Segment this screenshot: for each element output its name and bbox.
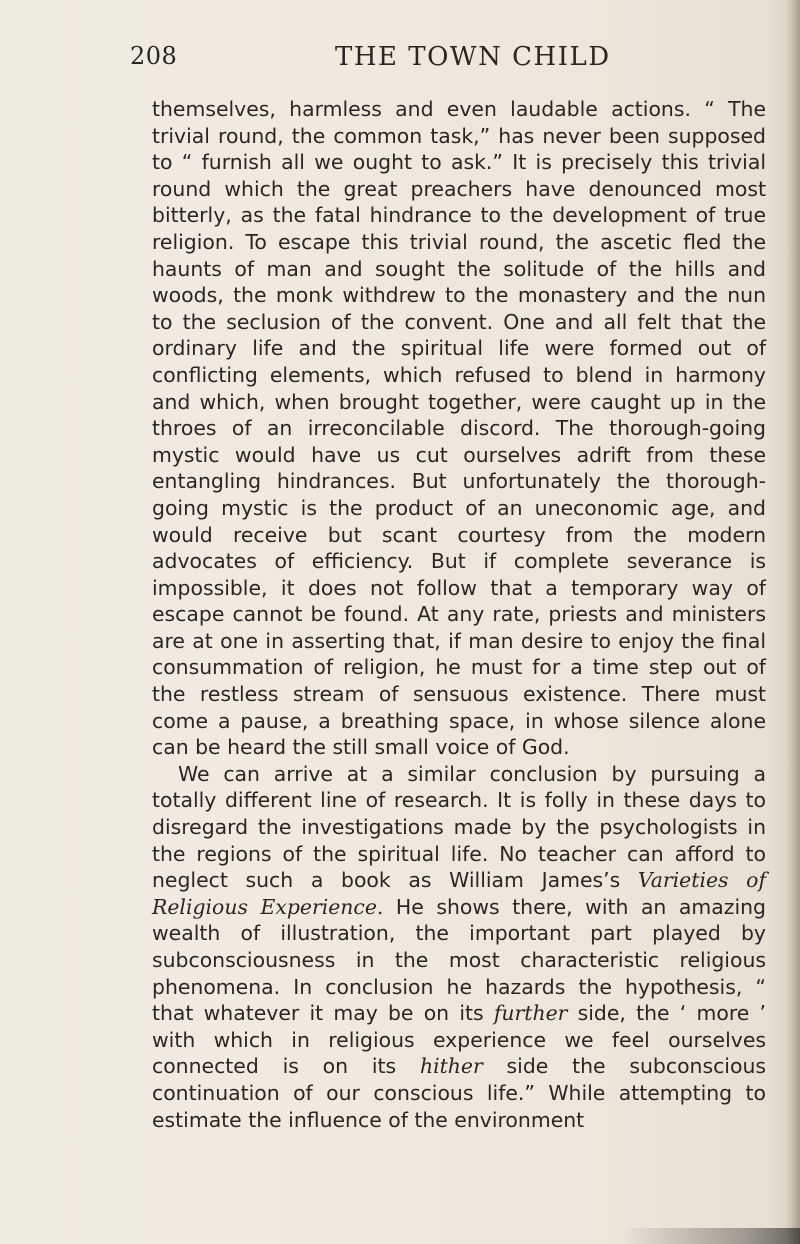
paragraph xyxy=(152,761,766,1133)
body-text xyxy=(152,96,766,1133)
running-head xyxy=(130,42,770,74)
page-number: 208 xyxy=(130,42,178,70)
emphasis-text: hither xyxy=(419,1054,483,1079)
paragraph: themselves, harmless and even laudable actions. “ The trivial round, the common task,” has never been supposed to “ furnish all we ought to ask.” It is precisely this trivial round which the great preachers have denounced most bitterly, as the fatal hindrance to the development of true religion. To escape this trivial round, the ascetic fled the haunts of man and sought the solitude of the hills and woods, the monk withdrew to the monastery and the nun to the seclusion of the convent. One and all felt that the ordinary life and the spiritual life were formed out of conflicting elements, which refused to blend in harmony and which, when brought together, were caught up in the throes of an irreconcilable discord. The thorough-going mystic would have us cut ourselves adrift from these entangling hindrances. But unfortunately the thorough-going mystic is the product of an uneconomic age, and would receive but scant courtesy from the modern advocates of efficiency. But if complete severance is impossible, it does not follow that a temporary way of escape cannot be found. At any rate, priests and ministers are at one in asserting that, if man desire to enjoy the final consummation of religion, he must for a time step out of the restless stream of sensuous existence. There must come a pause, a breathing space, in whose silence alone can be heard the still small voice of God. xyxy=(152,97,766,760)
running-title: THE TOWN CHILD xyxy=(335,42,611,72)
paragraph-text: side the subconscious continuation of our conscious life.” While attempting to estimate the influence of the environment xyxy=(152,1054,766,1132)
paragraph-text: We can arrive at a similar conclusion by pursuing a totally different line of research. It is folly in these days to disregard the investigations made by the psychologists in the regions of the spiritual life. No teacher can afford to neglect such a book as William James’s xyxy=(152,761,766,893)
paragraph-text: side, the ‘ more ’ with which in religious experience we feel ourselves connected is on its xyxy=(152,1001,766,1079)
paragraph-text: He shows there, with an amazing wealth of illustration, the important part played by subconsciousness in the most characteristic religious phenomena. In conclusion he hazards the hypothesis, “ that whatever it may be on its xyxy=(152,894,766,1026)
page-corner-shadow xyxy=(620,1228,800,1244)
page-edge-shadow xyxy=(786,0,800,1244)
emphasis-text: further xyxy=(493,1001,568,1026)
book-title: Varieties of Religious Experience. xyxy=(152,868,766,919)
